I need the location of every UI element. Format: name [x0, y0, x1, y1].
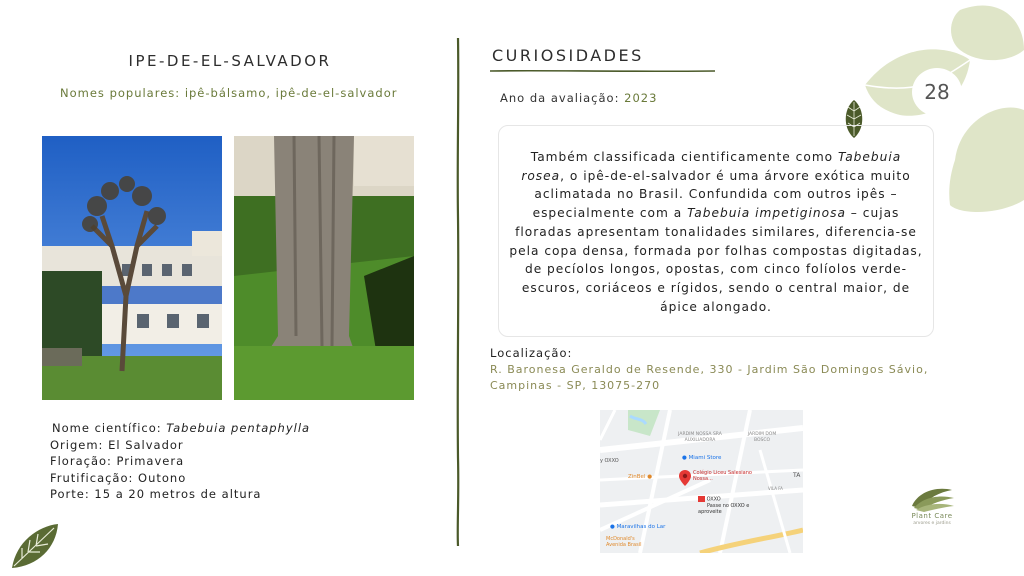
- map-poi-oxxo-label: OXXO: [706, 496, 721, 503]
- fruiting: Frutificação: Outono: [50, 470, 187, 485]
- scientific-name: [52, 420, 310, 437]
- title-underline: [490, 68, 715, 74]
- description-text: Também classificada cientificamente como: [530, 150, 839, 164]
- map-poi-oxxo[interactable]: [698, 496, 758, 515]
- map-poi-mcdonalds[interactable]: McDonald's Avenida Brasil: [606, 536, 642, 548]
- map-poi-oxxo-left[interactable]: y OXXO: [600, 458, 619, 464]
- scientific-name-label: Nome científico:: [52, 421, 162, 435]
- map-poi-oxxo-sub: Passe no OXXO e aproveite: [698, 502, 750, 515]
- brand-name: Plant Care: [911, 512, 953, 520]
- map-poi-miami[interactable]: ● Miami Store: [682, 455, 722, 461]
- description-text: – cujas floradas apresentam tonalidades similares, diferencia-se pela copa densa, formada por folhas compostas digitadas, de pecíolos longos, opostas, com cinco folíolos verde-escuros, coriáceos e rígidos, sendo o central maior, de ápice alongado.: [509, 206, 923, 314]
- page-number: 28: [912, 68, 962, 116]
- map-poi-maravilhas[interactable]: ● Maravilhas do Lar: [610, 524, 666, 530]
- description-text: , o ipê-de-el-salvador é uma árvore exótica muito aclimatada no Brasil. Confundida com outros ipês – especialmente com a: [532, 168, 911, 221]
- map-label-jardim-dom: JARDIM DOM BOSCO: [747, 432, 777, 443]
- trunk-photo: [234, 136, 414, 400]
- curiosities-title: CURIOSIDADES: [492, 46, 644, 65]
- plant-details: [52, 420, 310, 503]
- leaf-icon: [8, 522, 60, 570]
- map-label-vila: VILA FA: [768, 486, 783, 491]
- flowering: Floração: Primavera: [50, 454, 185, 468]
- map-label-ta: TA: [793, 472, 801, 479]
- description-card: [498, 125, 934, 337]
- map-poi-colegio[interactable]: Colégio Liceu Salesiano Nossa...: [693, 470, 752, 482]
- popular-names: [60, 86, 397, 100]
- description-species: Tabebuia impetiginosa: [687, 206, 846, 221]
- scientific-name-value: Tabebuia pentaphylla: [166, 421, 311, 435]
- location-label: Localização:: [490, 346, 573, 360]
- evaluation-year-value: 2023: [624, 91, 658, 105]
- evaluation-year: [500, 91, 657, 105]
- map-label-jardim-nossa: JARDIM NOSSA SRA AUXILIADORA: [678, 432, 722, 443]
- popular-names-label: Nomes populares:: [60, 86, 181, 100]
- map-pin-icon[interactable]: [679, 470, 691, 486]
- location-map[interactable]: [600, 410, 803, 553]
- divider: [454, 38, 462, 546]
- plant-title: IPE-DE-EL-SALVADOR: [128, 52, 332, 70]
- store-icon: [698, 496, 705, 502]
- map-poi-zinbel-label: ZinBel: [628, 474, 646, 480]
- brand-tagline: arvores e jardins: [913, 521, 951, 526]
- popular-names-value: ipê-bálsamo, ipê-de-el-salvador: [184, 86, 398, 100]
- size: Porte: 15 a 20 metros de altura: [50, 487, 262, 501]
- evaluation-year-label: Ano da avaliação:: [500, 91, 620, 105]
- location-address: R. Baronesa Geraldo de Resende, 330 - Jardim São Domingos Sávio, Campinas - SP, 13075-270: [490, 363, 929, 392]
- map-poi-zinbel[interactable]: ZinBel ●: [628, 474, 653, 480]
- description-species: Tabebuia rosea: [521, 150, 902, 183]
- map-poi-miami-label: Miami Store: [688, 455, 722, 461]
- origin: Origem: El Salvador: [50, 437, 184, 452]
- tree-photo: [42, 136, 222, 400]
- map-poi-maravilhas-label: Maravilhas do Lar: [616, 524, 666, 530]
